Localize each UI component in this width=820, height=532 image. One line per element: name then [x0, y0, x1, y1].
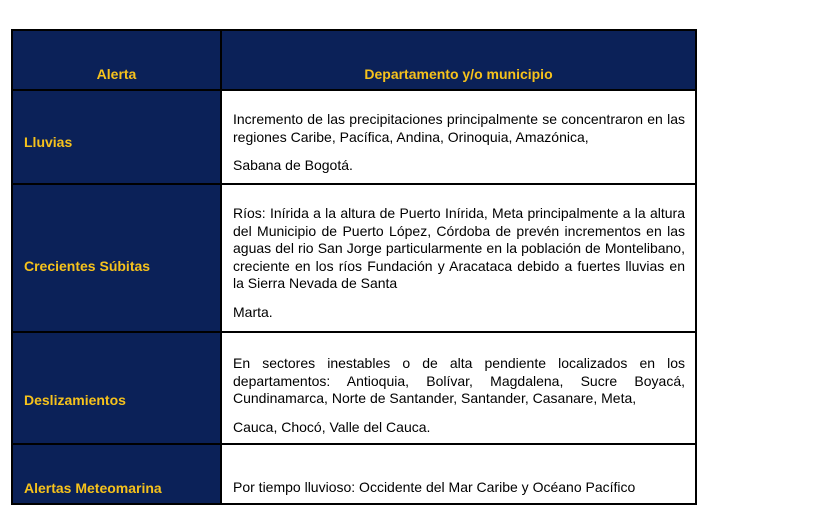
description-text: Por tiempo lluvioso: Occidente del Mar Caribe y Océano Pacífico — [233, 478, 636, 495]
table-row — [12, 332, 696, 444]
alert-name: Crecientes Súbitas — [12, 184, 221, 332]
alert-description — [221, 444, 696, 504]
alert-name: Alertas Meteomarina — [12, 444, 221, 504]
alert-description — [221, 332, 696, 444]
alert-description — [221, 184, 696, 332]
alert-name: Deslizamientos — [12, 332, 221, 444]
table-row — [12, 90, 696, 184]
description-text-end: Marta. — [233, 303, 273, 320]
description-text: Ríos: Inírida a la altura de Puerto Inírida, Meta principalmente a la altura del Municipio de Puerto López, Córdoba de prevén incrementos en las aguas del rio San Jorge particularmente en la población de Montelibano, creciente en los ríos Fundación y Aracataca debido a fuertes lluvias en la Sierra Nevada de Santa — [233, 205, 685, 291]
header-alert: Alerta — [12, 30, 221, 90]
description-text-end: Cauca, Chocó, Valle del Cauca. — [233, 418, 431, 435]
table-row — [12, 184, 696, 332]
description-text: En sectores inestables o de alta pendiente localizados en los departamentos: Antioquia, Bolívar, Magdalena, Sucre Boyacá, Cundinamarca, Norte de Santander, Santander, Casanare, Meta, — [233, 355, 685, 406]
table-header-row — [12, 30, 696, 90]
description-text: Incremento de las precipitaciones principalmente se concentraron en las regiones Caribe, Pacífica, Andina, Orinoquia, Amazónica, — [233, 111, 685, 145]
table-row — [12, 444, 696, 504]
alert-description — [221, 90, 696, 184]
alerts-table — [11, 29, 697, 505]
description-text-end: Sabana de Bogotá. — [233, 157, 353, 173]
alert-name: Lluvias — [12, 90, 221, 184]
header-department: Departamento y/o municipio — [221, 30, 696, 90]
